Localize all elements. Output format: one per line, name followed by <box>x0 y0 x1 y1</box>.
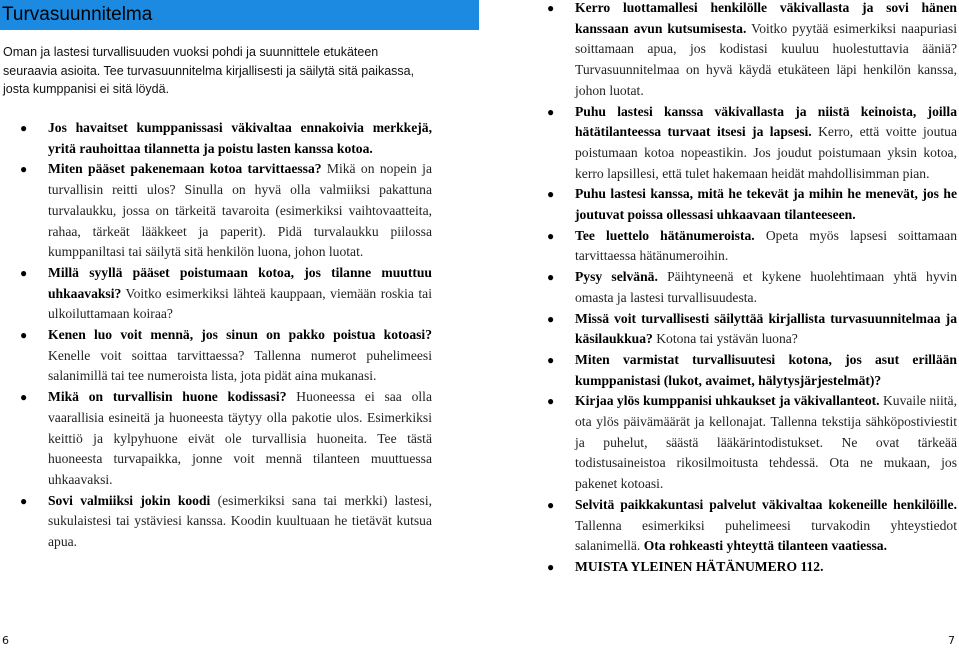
intro-text: Oman ja lastesi turvallisuuden vuoksi pohdi ja suunnittele etukäteen seuraavia asioita. Tee turvasuunnitelma kirjallisesti ja säilytä sitä paikassa, josta kumppanisi ei sitä löydä. <box>3 45 415 96</box>
list-item: ● Pysy selvänä. Päihtyneenä et kykene huolehtimaan yhtä hyvin omasta ja lastesi turvallisuudesta. <box>547 269 957 305</box>
bullet-icon: ● <box>20 121 28 135</box>
bullet-icon: ● <box>20 265 28 280</box>
list-item: ● Puhu lastesi kanssa, mitä he tekevät ja mihin he menevät, jos he joutuvat poissa ollessasi uhkaavaan tilanteeseen. <box>547 186 957 223</box>
bullet-icon: ● <box>20 162 28 177</box>
list-item: ● MUISTA YLEINEN HÄTÄNUMERO 112. <box>575 557 957 578</box>
list-item: ● Puhu lastesi kanssa väkivallasta ja niistä keinoista, joilla hätätilanteessa turvaat itsesi ja lapsesi. Kerro, että voitte joutua poistumaan kotoa nopeastikin. Jos joudut poistumaan yksin kotoa, kerro lapsillesi, että tulet hakemaan heidät mahdollisimman pian. <box>547 103 957 181</box>
right-column-list <box>547 0 957 578</box>
bullet-icon: ● <box>547 187 555 202</box>
bullet-icon: ● <box>20 328 28 343</box>
list-item: ● Miten pääset pakenemaan kotoa tarvittaessa? Mikä on nopein ja turvallisin reitti ulos? Sinulla on hyvä olla valmiiksi pakattuna turvalaukku, jossa on tärkeitä tavaroita (esimerkiksi vaihtovaatteita, rahaa, tärkeät lääkkeet ja paperit). Pidä turvalaukku piilossa kumppaniltasi tai säilytä sitä henkilön luona, johon luotat. <box>20 161 432 260</box>
list-item: ● Mikä on turvallisin huone kodissasi? Huoneessa ei saa olla vaarallisia esineitä ja huoneesta täytyy olla pakotie ulos. Esimerkiksi keittiö ja kylpyhuone eivät ole turvallisia huoneita. Tee tästä huoneesta turvapaikka, jonne voit mennä tilanteen muuttuessa uhkaavaksi. <box>20 389 432 487</box>
list-item: ● Jos havaitset kumppanissasi väkivaltaa ennakoivia merkkejä, yritä rauhoittaa tilannetta ja poistu lasten kanssa kotoa. <box>20 120 432 156</box>
bullet-icon: ● <box>547 228 555 243</box>
bullet-icon: ● <box>547 1 555 15</box>
bullet-icon: ● <box>547 104 555 119</box>
bullet-icon: ● <box>547 394 555 409</box>
page-title: Turvasuunnitelma <box>0 0 479 30</box>
list-item: ● Kenen luo voit mennä, jos sinun on pakko poistua kotoasi? Kenelle voit soittaa tarvittaessa? Tallenna numerot puhelimeesi salanimillä tai tee numeroista lista, jota pidät aina mukanasi. <box>20 327 432 384</box>
left-column-list <box>20 118 433 553</box>
page-number-right: 7 <box>948 634 955 647</box>
bullet-icon: ● <box>547 270 555 285</box>
list-item: ● Selvitä paikkakuntasi palvelut väkivaltaa kokeneille henkilöille. Tallenna esimerkiksi puhelimeesi turvakodin yhteystiedot salanimellä. Ota rohkeasti yhteyttä tilanteen vaatiessa. <box>547 496 957 554</box>
bullet-icon: ● <box>547 497 555 512</box>
bullet-icon: ● <box>547 311 555 326</box>
list-item: ● Kerro luottamallesi henkilölle väkivallasta ja sovi hänen kanssaan avun kutsumisesta. Voitko pyytää esimerkiksi naapuriasi soittamaan apua, jos kodistasi kuuluu huolestuttavia ääniä? Turvasuunnitelmaa on hyvä käydä etukäteen läpi henkilön kanssa, johon luotat. <box>547 0 957 98</box>
list-item: ● Sovi valmiiksi jokin koodi (esimerkiksi sana tai merkki) lastesi, sukulaistesi tai ystäviesi kanssa. Koodin kuultuaan he tietävät kutsua apua. <box>20 492 433 550</box>
list-item: ● Millä syyllä pääset poistumaan kotoa, jos tilanne muuttuu uhkaavaksi? Voitko esimerkiksi lähteä kauppaan, viemään roskia tai ulkoiluttamaan koiraa? <box>20 264 432 322</box>
list-item: ● Tee luettelo hätänumeroista. Opeta myös lapsesi soittamaan tarvittaessa hätänumeroihin. <box>547 227 957 264</box>
list-item: ● Miten varmistat turvallisuutesi kotona, jos asut erillään kumppanistasi (lukot, avaimet, hälytysjärjestelmät)? <box>547 351 957 388</box>
bullet-icon: ● <box>547 559 555 574</box>
page-number-left: 6 <box>2 634 9 647</box>
bullet-icon: ● <box>20 493 28 508</box>
list-item: ● Missä voit turvallisesti säilyttää kirjallista turvasuunnitelmaa ja käsilaukkua? Kotona tai ystävän luona? <box>547 310 957 347</box>
bullet-icon: ● <box>20 390 28 405</box>
list-item: ● Kirjaa ylös kumppanisi uhkaukset ja väkivallanteot. Kuvaile niitä, ota ylös päivämäärät ja kellonajat. Tallenna tekstija sähköpostiviestit ja puhelut, säästä lääkärintodistukset. Ne ovat tärkeää todistusaineistoa rikosilmoitusta tehdessä. Ota ne mukaan, jos pakenet kotoasi. <box>547 393 957 492</box>
bullet-icon: ● <box>547 352 555 367</box>
